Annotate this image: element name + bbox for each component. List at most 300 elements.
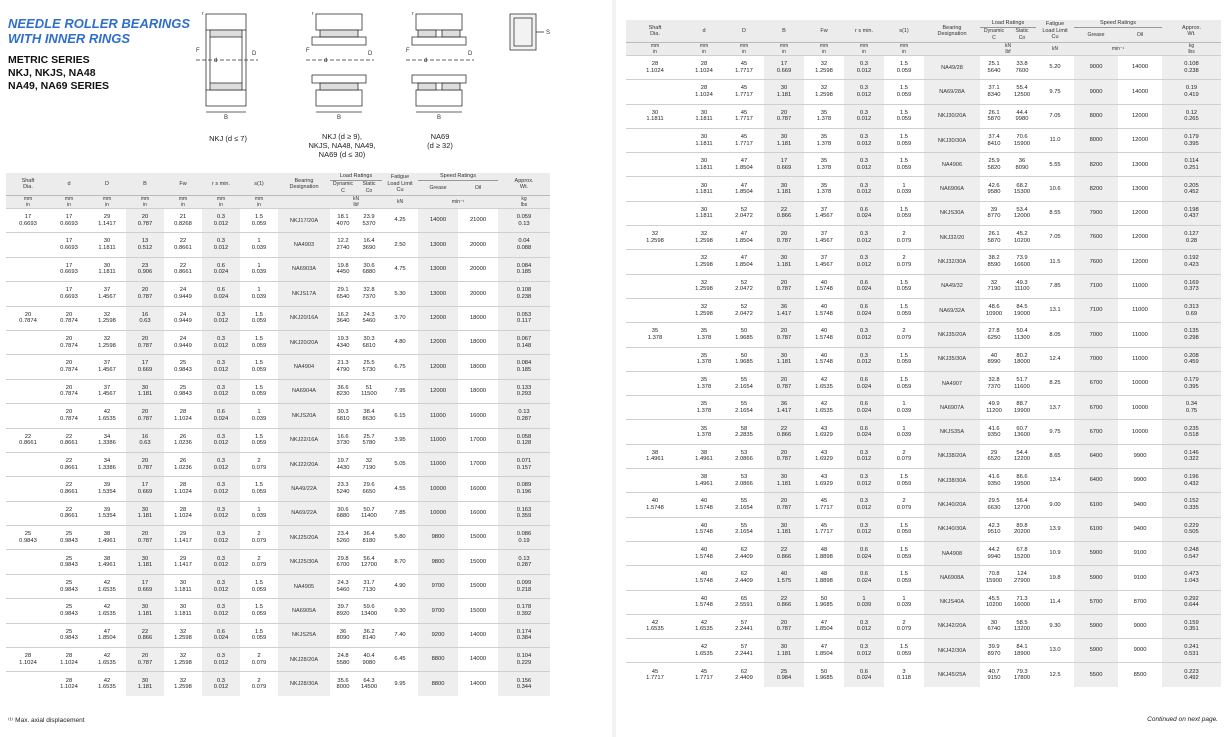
- value-in: 2.2441: [735, 626, 753, 633]
- cell-r: [844, 517, 884, 541]
- drawing-label-D: D: [468, 51, 473, 57]
- cell-d: [50, 452, 88, 476]
- value-mm: 50: [820, 595, 828, 602]
- value-mm: 36: [780, 401, 788, 408]
- value-in: 0.012: [213, 440, 229, 447]
- value-in: 1.1024: [19, 659, 37, 666]
- value-lbs: 0.148: [516, 342, 532, 349]
- value-mm: 37: [820, 255, 828, 262]
- unit-mm-in: [844, 43, 884, 56]
- value-lbf: 10200: [985, 602, 1003, 609]
- value-kn: 68.2: [1016, 182, 1028, 189]
- cell-B: [126, 648, 164, 672]
- cell-weight: [498, 306, 550, 330]
- col-static-text: Static: [362, 181, 376, 187]
- value-grease: 12000: [429, 363, 447, 370]
- cell-r: [202, 623, 240, 647]
- cell-D: [88, 306, 126, 330]
- cell-oil: [1118, 226, 1162, 250]
- value-cu: 11.0: [1049, 137, 1061, 144]
- cell-designation: NKJ35/20A: [924, 323, 980, 347]
- value-cu: 6.15: [394, 412, 406, 419]
- cell-grease: [1074, 614, 1118, 638]
- value-mm: 20: [141, 531, 149, 538]
- value-lbf: 6880: [362, 269, 376, 276]
- value-in: 1.181: [776, 359, 792, 366]
- col-C0-text: Co: [365, 188, 373, 194]
- value-mm: 20: [780, 376, 788, 383]
- value-in: 0.012: [856, 262, 872, 269]
- cell-shaft: [626, 517, 684, 541]
- value-mm: 20: [780, 449, 788, 456]
- value-in: 0.024: [213, 293, 229, 300]
- value-oil: 18000: [469, 388, 487, 395]
- cell-fatigue: [1036, 226, 1074, 250]
- value-mm: 0.6: [216, 409, 226, 416]
- value-mm: 1.5: [254, 384, 264, 391]
- cell-r: [844, 347, 884, 371]
- value-oil: 14000: [469, 656, 487, 663]
- table-row: [6, 209, 550, 233]
- cell-shaft: [626, 444, 684, 468]
- value-grease: 9700: [431, 583, 445, 590]
- value-in: 0.787: [776, 504, 792, 511]
- value-in: 1.575: [776, 577, 792, 584]
- value-mm: 3: [902, 668, 906, 675]
- value-mm: 22: [179, 262, 187, 269]
- cell-Fw: [804, 469, 844, 493]
- value-in: 0.866: [776, 432, 792, 439]
- value-in: 0.079: [896, 504, 912, 511]
- cell-d: [684, 420, 724, 444]
- value-in: 1.7717: [815, 529, 833, 536]
- unit-mm: mm: [23, 196, 33, 202]
- value-oil: 20000: [469, 290, 487, 297]
- cell-weight: [1162, 80, 1221, 104]
- cell-s: [240, 623, 278, 647]
- value-kn: 16.2: [337, 311, 349, 318]
- cell-designation: NA6907A: [924, 396, 980, 420]
- value-mm: 1: [862, 595, 866, 602]
- cell-grease: [1074, 663, 1118, 687]
- value-in: 0.787: [137, 293, 153, 300]
- cell-B: [764, 153, 804, 177]
- cell-weight: [1162, 614, 1221, 638]
- cell-shaft: [626, 153, 684, 177]
- value-oil: 9000: [1133, 647, 1147, 654]
- value-mm: 1.5: [254, 482, 264, 489]
- value-mm: 38: [700, 474, 708, 481]
- value-lbf: 6540: [336, 293, 350, 300]
- value-lbf: 9510: [987, 529, 1001, 536]
- unit-kn: kN: [1004, 43, 1012, 49]
- value-mm: 28: [65, 677, 73, 684]
- table-row: [6, 452, 550, 476]
- cell-fatigue: [1036, 420, 1074, 444]
- value-kn: 30.6: [337, 506, 349, 513]
- cell-C0: [1008, 614, 1036, 638]
- value-kg: 0.053: [516, 311, 532, 318]
- value-mm: 29: [179, 555, 187, 562]
- unit-kn: kN: [352, 196, 360, 202]
- value-mm: 42: [103, 409, 111, 416]
- col-C0-text: Co: [1018, 35, 1026, 41]
- unit-kg-lbs: [498, 196, 550, 209]
- value-lbf: 7190: [987, 286, 1001, 293]
- col-approx-wt-text: Wt.: [519, 184, 529, 190]
- value-mm: 47: [740, 182, 748, 189]
- value-kn: 56.4: [1016, 498, 1028, 505]
- cell-r: [202, 574, 240, 598]
- table-row: [6, 648, 550, 672]
- cell-D: [88, 404, 126, 428]
- cell-B: [126, 379, 164, 403]
- cell-weight: [498, 501, 550, 525]
- cell-oil: [458, 623, 498, 647]
- cell-designation: NKJ40/30A: [924, 517, 980, 541]
- drawing-label-S: S: [546, 30, 551, 36]
- value-kn: 29: [990, 449, 998, 456]
- cell-Fw: [804, 444, 844, 468]
- cell-fatigue: [1036, 614, 1074, 638]
- value-lbf: 11200: [986, 407, 1002, 414]
- cell-oil: [1118, 104, 1162, 128]
- value-cu: 7.85: [1049, 283, 1061, 290]
- cell-s: [884, 420, 924, 444]
- unit-in: in: [902, 49, 906, 55]
- cell-C: [330, 404, 356, 428]
- cell-shaft: [6, 282, 50, 306]
- cell-oil: [1118, 396, 1162, 420]
- value-grease: 8200: [1089, 161, 1103, 168]
- value-in: 0.9843: [60, 537, 78, 544]
- cell-Fw: [164, 306, 202, 330]
- cell-D: [724, 469, 764, 493]
- value-in: 0.787: [776, 456, 792, 463]
- cell-d: [684, 80, 724, 104]
- value-in: 0.039: [251, 293, 267, 300]
- cell-oil: [1118, 420, 1162, 444]
- cell-s: [884, 663, 924, 687]
- value-oil: 14000: [469, 681, 487, 688]
- cell-designation: NKJ17/20A: [278, 209, 330, 233]
- cell-oil: [458, 257, 498, 281]
- cell-Fw: [804, 371, 844, 395]
- value-mm: 32: [651, 231, 659, 238]
- value-mm: 37: [820, 206, 828, 213]
- series-line-3: NA49, NA69 SERIES: [8, 80, 109, 92]
- table-row: [626, 614, 1221, 638]
- value-mm: 47: [820, 619, 828, 626]
- value-mm: 22: [780, 546, 788, 553]
- cell-D: [724, 566, 764, 590]
- cell-grease: [418, 477, 458, 501]
- cell-grease: [418, 233, 458, 257]
- col-static: [1008, 28, 1036, 43]
- cell-designation: NA4907: [924, 371, 980, 395]
- cell-Fw: [164, 404, 202, 428]
- col-oil: [458, 181, 498, 196]
- value-lbs: 0.117: [516, 318, 532, 325]
- value-in: 0.012: [856, 140, 872, 147]
- cell-d: [50, 379, 88, 403]
- value-mm: 62: [740, 571, 748, 578]
- cell-shaft: [626, 80, 684, 104]
- value-in: 1.5748: [815, 359, 833, 366]
- unit-mm-in: [684, 43, 724, 56]
- cell-oil: [1118, 590, 1162, 614]
- value-mm: 1: [257, 287, 261, 294]
- value-in: 1.1811: [174, 610, 192, 617]
- value-in: 0.059: [896, 286, 912, 293]
- cell-shaft: [626, 371, 684, 395]
- cell-oil: [458, 599, 498, 623]
- cell-grease: [418, 550, 458, 574]
- value-oil: 15000: [469, 558, 487, 565]
- value-in: 2.0866: [735, 456, 753, 463]
- cell-s: [240, 501, 278, 525]
- value-kn: 42.3: [988, 522, 1000, 529]
- col-approx-wt-text: Approx.: [514, 177, 534, 184]
- value-mm: 30: [141, 604, 149, 611]
- table-row: [626, 493, 1221, 517]
- table-row: [626, 274, 1221, 298]
- value-lbf: 6650: [362, 488, 376, 495]
- value-mm: 50: [740, 328, 748, 335]
- value-lbf: 8340: [987, 91, 1001, 98]
- value-mm: 40: [700, 522, 708, 529]
- value-cu: 4.25: [394, 217, 406, 224]
- cell-r: [844, 298, 884, 322]
- cell-r: [202, 428, 240, 452]
- value-in: 0.024: [213, 635, 229, 642]
- value-mm: 1.5: [899, 571, 909, 578]
- value-mm: 0.3: [216, 604, 226, 611]
- value-in: 1.6535: [98, 415, 116, 422]
- cell-C0: [356, 330, 382, 354]
- cell-oil: [458, 526, 498, 550]
- cell-r: [202, 209, 240, 233]
- value-grease: 13000: [429, 290, 447, 297]
- cell-shaft: [626, 250, 684, 274]
- table-row: [626, 517, 1221, 541]
- value-kn: 30.3: [337, 409, 349, 416]
- value-in: 2.0472: [735, 286, 753, 293]
- cell-s: [240, 233, 278, 257]
- value-lbf: 5240: [336, 488, 350, 495]
- value-mm: 22: [65, 482, 73, 489]
- value-cu: 4.80: [394, 339, 406, 346]
- value-kg: 0.248: [1184, 546, 1199, 553]
- value-mm: 42: [103, 677, 111, 684]
- value-oil: 9100: [1133, 574, 1147, 581]
- cell-fatigue: [1036, 444, 1074, 468]
- cell-B: [764, 639, 804, 663]
- value-in: 0.059: [251, 391, 267, 398]
- cell-Fw: [804, 347, 844, 371]
- value-kn: 39.7: [337, 604, 349, 611]
- value-kn: 55.4: [1016, 85, 1028, 92]
- col-D: [88, 173, 126, 196]
- cell-C: [980, 541, 1008, 565]
- cell-shaft: [6, 330, 50, 354]
- cell-designation: NA49/28: [924, 56, 980, 80]
- value-lbf: 9940: [987, 553, 1001, 560]
- value-in: 0.024: [856, 577, 872, 584]
- value-lbs: 0.128: [516, 440, 532, 447]
- value-kn: 27.8: [988, 328, 1000, 335]
- value-kn: 29.6: [363, 482, 375, 489]
- value-mm: 1.5: [899, 206, 909, 213]
- value-mm: 30: [700, 158, 708, 165]
- value-mm: 20: [780, 619, 788, 626]
- cell-r: [844, 80, 884, 104]
- value-kn: 80.2: [1016, 352, 1028, 359]
- value-in: 2.4409: [735, 577, 753, 584]
- cell-shaft: [6, 355, 50, 379]
- value-mm: 35: [820, 158, 828, 165]
- cell-D: [724, 56, 764, 80]
- value-grease: 7100: [1089, 283, 1103, 290]
- cell-B: [126, 599, 164, 623]
- value-mm: 2: [902, 231, 906, 238]
- value-mm: 0.3: [859, 231, 869, 238]
- value-mm: 20: [65, 311, 73, 318]
- value-lbf: 7370: [987, 383, 1001, 390]
- value-mm: 1.5: [899, 352, 909, 359]
- value-oil: 9100: [1133, 550, 1147, 557]
- value-grease: 5900: [1089, 647, 1103, 654]
- cell-r: [844, 104, 884, 128]
- value-in: 1.5748: [815, 310, 833, 317]
- caption-line: NA69: [430, 132, 450, 141]
- cell-designation: NA69/22A: [278, 501, 330, 525]
- cell-fatigue: [1036, 541, 1074, 565]
- cell-Fw: [804, 298, 844, 322]
- value-oil: 18000: [469, 339, 487, 346]
- value-kg: 0.179: [1184, 133, 1199, 140]
- cell-fatigue: [382, 501, 418, 525]
- value-in: 1.4567: [98, 367, 116, 374]
- table-row: [626, 323, 1221, 347]
- cell-designation: NA4904: [278, 355, 330, 379]
- value-mm: 0.6: [859, 668, 869, 675]
- value-mm: 35: [700, 352, 708, 359]
- value-in: 0.012: [856, 67, 872, 74]
- value-mm: 0.3: [859, 158, 869, 165]
- cell-s: [884, 274, 924, 298]
- value-mm: 47: [103, 628, 111, 635]
- value-kn: 42.6: [988, 182, 1000, 189]
- value-in: 1.9685: [735, 359, 753, 366]
- cell-C0: [1008, 590, 1036, 614]
- cell-Fw: [804, 663, 844, 687]
- cell-s: [884, 541, 924, 565]
- value-mm: 0.6: [859, 401, 869, 408]
- value-in: 0.012: [856, 334, 872, 341]
- table-row: [6, 355, 550, 379]
- cell-s: [884, 371, 924, 395]
- cell-designation: NKJ38/30A: [924, 469, 980, 493]
- cell-C: [980, 250, 1008, 274]
- value-cu: 9.30: [1049, 623, 1061, 630]
- cell-C: [330, 599, 356, 623]
- value-in: 1.1811: [98, 269, 116, 276]
- value-lbs: 0.088: [516, 245, 532, 252]
- value-mm: 16: [141, 433, 149, 440]
- cell-fatigue: [1036, 323, 1074, 347]
- cell-designation: NA6908A: [924, 566, 980, 590]
- cell-C0: [1008, 444, 1036, 468]
- value-oil: 20000: [469, 241, 487, 248]
- value-in: 0.9843: [174, 391, 192, 398]
- value-mm: 17: [780, 61, 788, 68]
- value-in: 0.669: [137, 586, 153, 593]
- value-mm: 1.5: [254, 311, 264, 318]
- value-in: 1.2598: [815, 91, 833, 98]
- cell-C: [980, 444, 1008, 468]
- col-static-text: Static: [1015, 28, 1029, 34]
- unit-in: in: [257, 202, 261, 208]
- value-mm: 1.5: [254, 433, 264, 440]
- cell-C: [980, 517, 1008, 541]
- value-in: 0.039: [251, 269, 267, 276]
- value-in: 0.7874: [60, 415, 78, 422]
- cell-C: [980, 177, 1008, 201]
- drawing-label-D: D: [368, 51, 373, 57]
- value-kn: 45.2: [1016, 231, 1028, 238]
- value-in: 1.1024: [695, 91, 713, 98]
- value-in: 1.181: [776, 480, 792, 487]
- cell-weight: [1162, 347, 1221, 371]
- value-mm: 0.3: [216, 360, 226, 367]
- value-oil: 11000: [1132, 307, 1148, 314]
- value-in: 0.984: [776, 675, 792, 682]
- value-in: 0.8661: [60, 513, 78, 520]
- caption-line: NA69 (d ≤ 30): [318, 150, 366, 159]
- value-grease: 6400: [1089, 453, 1103, 460]
- value-mm: 0.3: [216, 531, 226, 538]
- value-in: 1.9685: [815, 602, 833, 609]
- value-mm: 30: [780, 474, 788, 481]
- value-oil: 9400: [1133, 525, 1147, 532]
- value-in: 0.012: [213, 367, 229, 374]
- value-mm: 42: [651, 619, 659, 626]
- cell-weight: [498, 257, 550, 281]
- cell-r: [202, 379, 240, 403]
- cell-C: [980, 371, 1008, 395]
- value-in: 0.059: [896, 213, 912, 220]
- cell-d: [684, 298, 724, 322]
- cell-shaft: [626, 128, 684, 152]
- cell-C: [980, 80, 1008, 104]
- value-kn: 51: [365, 384, 373, 391]
- cell-designation: NA6904A: [278, 379, 330, 403]
- cell-D: [88, 501, 126, 525]
- value-mm: 1.5: [899, 133, 909, 140]
- value-mm: 30: [700, 182, 708, 189]
- cell-d: [684, 639, 724, 663]
- cell-B: [126, 209, 164, 233]
- bearing-table-right: [626, 20, 1221, 687]
- value-in: 1.2598: [646, 237, 664, 244]
- table-row: [626, 639, 1221, 663]
- cell-d: [684, 541, 724, 565]
- value-grease: 9200: [431, 632, 445, 639]
- cell-C0: [356, 574, 382, 598]
- cell-fatigue: [382, 330, 418, 354]
- value-mm: 30: [651, 109, 659, 116]
